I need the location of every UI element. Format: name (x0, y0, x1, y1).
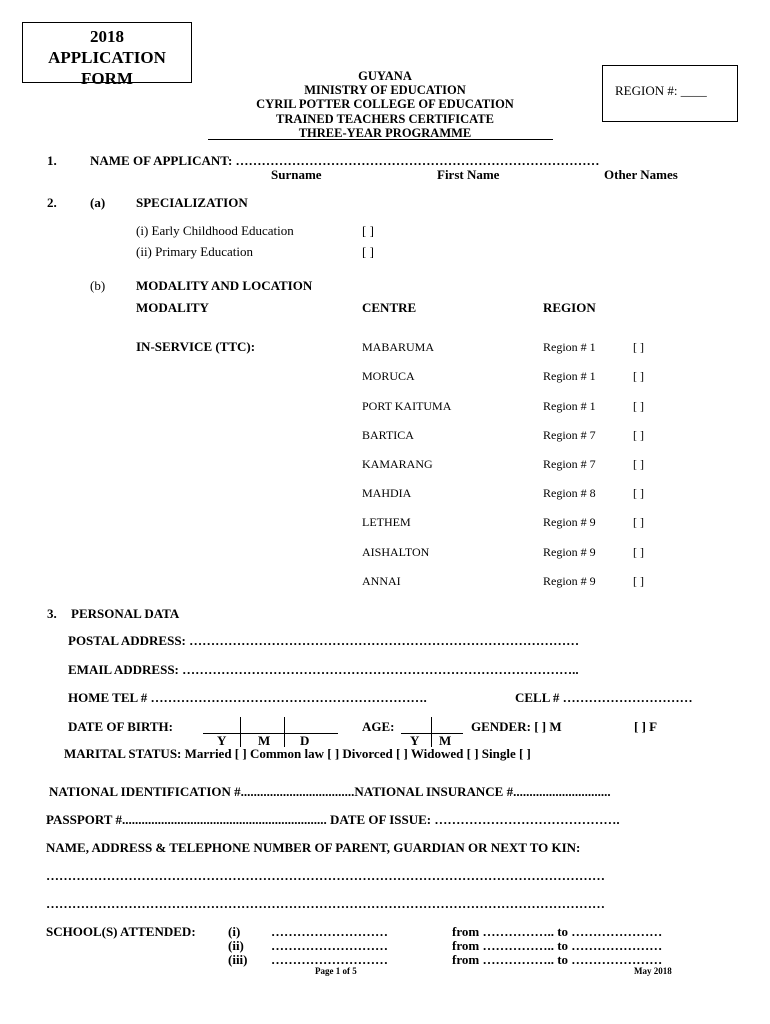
dob-month-caption: M (258, 733, 271, 748)
school-date-range-field[interactable]: from …………….. to ………………… (452, 938, 663, 953)
school-name-field[interactable]: ……………………… (271, 952, 388, 967)
page-number: Page 1 of 5 (315, 966, 357, 976)
school-name-field[interactable]: ……………………… (271, 924, 388, 939)
school-name-field[interactable]: ……………………… (271, 938, 388, 953)
revision-date: May 2018 (634, 966, 672, 976)
other-names-caption: Other Names (604, 167, 678, 182)
section2b-label: (b) (90, 278, 106, 293)
centre-region: Region # 9 (543, 545, 596, 559)
header-college: CYRIL POTTER COLLEGE OF EDUCATION (256, 97, 514, 112)
school-date-range-field[interactable]: from …………….. to ………………… (452, 952, 663, 967)
in-service-label: IN-SERVICE (TTC): (136, 339, 256, 354)
dob-day-caption: D (300, 733, 310, 748)
centre-region: Region # 1 (543, 369, 596, 383)
centre-name: ANNAI (362, 574, 401, 588)
gender-female-option[interactable]: [ ] F (634, 719, 658, 734)
schools-attended-label: SCHOOL(S) ATTENDED: (46, 924, 196, 939)
centre-name: AISHALTON (362, 545, 430, 559)
centre-region: Region # 9 (543, 574, 596, 588)
marital-status-row[interactable]: MARITAL STATUS: Married [ ] Common law [ ] Divorced [ ] Widowed [ ] Single [ ] (64, 746, 531, 761)
header-certificate: TRAINED TEACHERS CERTIFICATE (276, 111, 494, 126)
form-title-line1: APPLICATION (48, 48, 166, 67)
first-name-caption: First Name (437, 167, 500, 182)
centre-name: MABARUMA (362, 340, 435, 354)
applicant-name-field[interactable]: NAME OF APPLICANT: ………………………………………………………………………… (90, 153, 600, 168)
region-field-label: REGION #: ____ (615, 83, 707, 98)
centre-checkbox[interactable]: [ ] (633, 369, 644, 383)
personal-data-heading: PERSONAL DATA (71, 606, 180, 621)
age-year-caption: Y (410, 733, 420, 748)
section2-number: 2. (47, 195, 57, 210)
centre-checkbox[interactable]: [ ] (633, 486, 644, 500)
postal-address-field[interactable]: POSTAL ADDRESS: ……………………………………………………………………………… (68, 633, 580, 648)
centre-name: MORUCA (362, 369, 415, 383)
home-tel-field[interactable]: HOME TEL # ………………………………………………………. (68, 690, 427, 705)
surname-caption: Surname (271, 167, 322, 182)
region-field-box[interactable] (602, 65, 738, 122)
next-of-kin-line[interactable]: ………………………………………………………………………………………………………………… (46, 868, 605, 883)
school-date-range-field[interactable]: from …………….. to ………………… (452, 924, 663, 939)
dob-divider (284, 717, 285, 747)
section1-number: 1. (47, 153, 57, 168)
dob-divider (240, 717, 241, 747)
centre-checkbox[interactable]: [ ] (633, 399, 644, 413)
passport-issue-field[interactable]: PASSPORT #............................................................... DATE OF ISSUE: ……………………………………. (46, 812, 620, 827)
school-row-number: (i) (228, 924, 241, 939)
national-id-insurance-field[interactable]: NATIONAL IDENTIFICATION #...................................NATIONAL INSURANCE #.............................. (49, 784, 611, 799)
header-ministry: MINISTRY OF EDUCATION (304, 83, 466, 98)
school-row-number: (iii) (228, 952, 248, 967)
centre-checkbox[interactable]: [ ] (633, 457, 644, 471)
centre-name: PORT KAITUMA (362, 399, 452, 413)
form-title-line2: FORM (81, 69, 133, 88)
next-of-kin-label: NAME, ADDRESS & TELEPHONE NUMBER OF PARENT, GUARDIAN OR NEXT TO KIN: (46, 840, 581, 855)
ministry-header (205, 69, 565, 140)
email-address-field[interactable]: EMAIL ADDRESS: ……………………………………………………………………………….. (68, 662, 579, 677)
dob-year-caption: Y (217, 733, 227, 748)
date-of-birth-label: DATE OF BIRTH: (68, 719, 173, 734)
option-primary-checkbox[interactable]: [ ] (362, 244, 374, 259)
form-title-box (22, 22, 192, 88)
centre-region: Region # 1 (543, 399, 596, 413)
centre-region: Region # 7 (543, 457, 596, 471)
age-month-caption: M (439, 733, 452, 748)
column-region: REGION (543, 300, 596, 315)
column-centre: CENTRE (362, 300, 417, 315)
section3-number: 3. (47, 606, 57, 621)
option-early-childhood-label: (i) Early Childhood Education (136, 223, 294, 238)
centre-name: LETHEM (362, 515, 411, 529)
header-programme: THREE-YEAR PROGRAMME (298, 125, 472, 140)
option-early-childhood-checkbox[interactable]: [ ] (362, 223, 374, 238)
centre-region: Region # 8 (543, 486, 596, 500)
column-modality: MODALITY (136, 300, 209, 315)
centre-region: Region # 7 (543, 428, 596, 442)
centre-name: BARTICA (362, 428, 414, 442)
next-of-kin-line[interactable]: ………………………………………………………………………………………………………………… (46, 896, 605, 911)
age-label: AGE: (362, 719, 395, 734)
centre-checkbox[interactable]: [ ] (633, 574, 644, 588)
section2a-label: (a) (90, 195, 106, 210)
gender-male-option[interactable]: GENDER: [ ] M (471, 719, 562, 734)
centre-checkbox[interactable]: [ ] (633, 428, 644, 442)
header-underline (208, 139, 553, 140)
centre-region: Region # 1 (543, 340, 596, 354)
centre-region: Region # 9 (543, 515, 596, 529)
header-country: GUYANA (358, 69, 412, 83)
option-primary-label: (ii) Primary Education (136, 244, 253, 259)
form-year: 2018 (90, 27, 124, 46)
cell-field[interactable]: CELL # ………………………… (515, 690, 693, 705)
school-row-number: (ii) (228, 938, 244, 953)
centre-checkbox[interactable]: [ ] (633, 545, 644, 559)
specialization-heading: SPECIALIZATION (136, 195, 248, 210)
age-divider (431, 717, 432, 747)
centre-checkbox[interactable]: [ ] (633, 515, 644, 529)
modality-location-heading: MODALITY AND LOCATION (136, 278, 313, 293)
centre-checkbox[interactable]: [ ] (633, 340, 644, 354)
centre-name: MAHDIA (362, 486, 412, 500)
centre-name: KAMARANG (362, 457, 433, 471)
